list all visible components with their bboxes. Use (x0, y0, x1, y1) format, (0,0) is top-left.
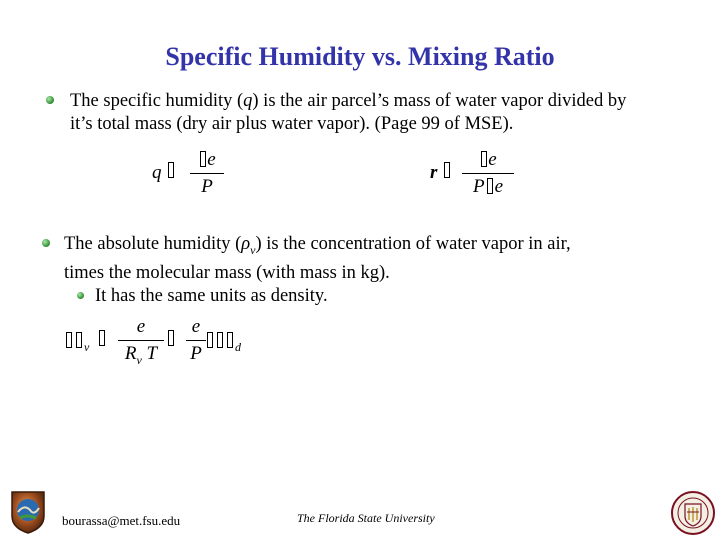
eq-abs-placeholder-1 (97, 328, 107, 350)
eq-abs-bar-1 (118, 340, 164, 341)
sub-bullet-text: It has the same units as density. (95, 286, 328, 306)
bullet-icon (42, 239, 50, 247)
eq-q-bar (190, 173, 224, 174)
bullet-2-var: ρ (241, 234, 251, 254)
university-seal-icon (670, 490, 716, 536)
bullet-1-text (70, 90, 710, 136)
eq-r-placeholder (442, 160, 452, 182)
bullet-1-text-a: The specific humidity ( (70, 91, 244, 111)
eq-q-fraction (190, 149, 224, 198)
eq-abs-bar-2 (186, 340, 206, 341)
bullet-1-text-b: ) is the air parcel’s mass of water vapor divided by (252, 91, 627, 111)
eq-q-numerator: e (198, 149, 215, 170)
eq-r-bar (462, 173, 514, 174)
bullet-1-var: q (243, 91, 253, 111)
eq-q-placeholder (166, 160, 176, 182)
eq-r-symbol: r (430, 162, 438, 183)
eq-q-denominator: P (201, 176, 213, 197)
bullet-2-text (64, 233, 714, 285)
eq-abs-rho: v (64, 330, 89, 355)
eq-abs-rho-d: d (205, 330, 241, 355)
bullet-icon (46, 96, 54, 104)
bullet-2-line2: times the molecular mass (with mass in kg). (64, 263, 390, 283)
eq-abs-den-2: P (190, 343, 202, 364)
footer-university: The Florida State University (297, 511, 435, 525)
sub-bullet-icon (77, 292, 84, 299)
eq-r-fraction (462, 149, 514, 198)
bullet-2-text-b: ) is the concentration of water vapor in air, (255, 234, 571, 254)
eq-abs-den-1: $R_v$ T (124, 343, 158, 367)
eq-abs-num-1: e (136, 316, 146, 337)
eq-r-numerator: e (479, 149, 496, 170)
bullet-2-text-a: The absolute humidity ( (64, 234, 242, 254)
eq-abs-num-2: e (191, 316, 201, 337)
bullet-1-line2: it’s total mass (dry air plus water vapor). (Page 99 of MSE). (70, 114, 514, 134)
footer-email: bourassa@met.fsu.edu (62, 513, 181, 528)
bullet-2-var-sub: v (250, 243, 256, 257)
department-logo-icon (8, 488, 48, 534)
eq-q-symbol: q (152, 162, 162, 183)
eq-r-denominator: P e (472, 176, 504, 197)
eq-abs-fraction-2 (186, 316, 206, 365)
eq-abs-placeholder-2 (166, 328, 176, 350)
page-title: Specific Humidity vs. Mixing Ratio (165, 42, 555, 71)
eq-abs-fraction-1 (118, 316, 164, 368)
